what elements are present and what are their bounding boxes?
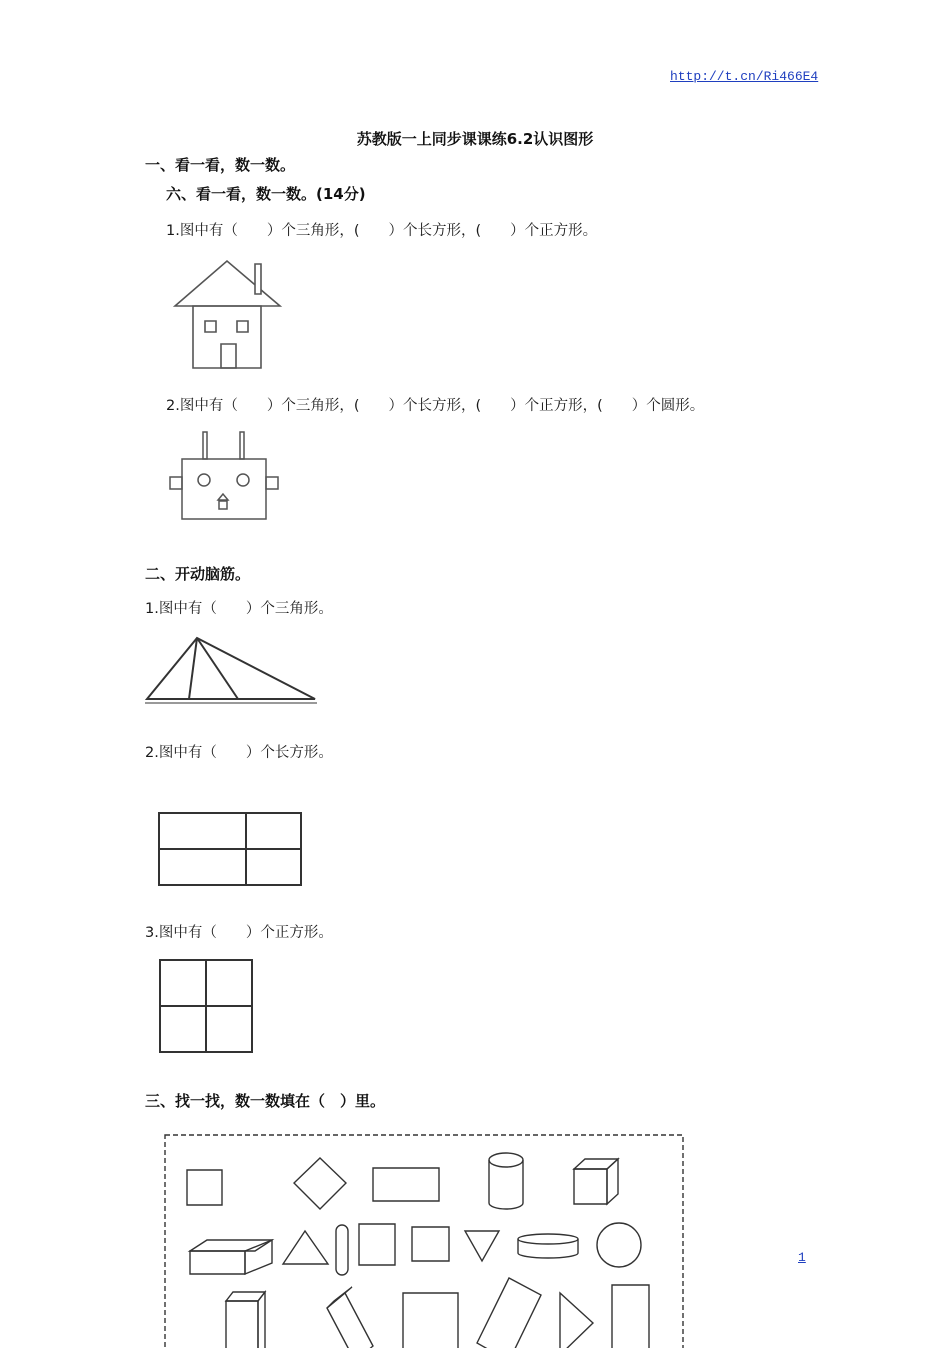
section-1-heading: 一、看一看，数一数。 [145,156,296,174]
page-title: 苏教版一上同步课课练6.2认识图形 [356,130,594,148]
section-1-question-1: 1.图中有（ ）个三角形，( ）个长方形，( ）个正方形。 [166,223,598,239]
section-2-question-2: 2.图中有（ ）个长方形。 [145,745,333,761]
section-2-heading: 二、开动脑筋。 [145,565,251,583]
house-figure [170,258,285,373]
section-2-question-1: 1.图中有（ ）个三角形。 [145,601,333,617]
section-2-question-3: 3.图中有（ ）个正方形。 [145,925,333,941]
shapes-box [163,1133,688,1348]
section-1-subheading: 六、看一看，数一数。(14分) [166,185,366,203]
page-number[interactable]: 1 [798,1250,806,1265]
robot-figure [168,430,283,525]
header-link[interactable]: http://t.cn/Ri466E4 [670,69,819,84]
section-1-question-2: 2.图中有（ ）个三角形，( ）个长方形，( ）个正方形，( ）个圆形。 [166,398,705,414]
rectangle-figure [156,810,306,890]
square-figure [157,957,257,1057]
section-3-heading: 三、找一找，数一数填在（ ）里。 [145,1092,386,1110]
triangle-figure [143,633,323,708]
